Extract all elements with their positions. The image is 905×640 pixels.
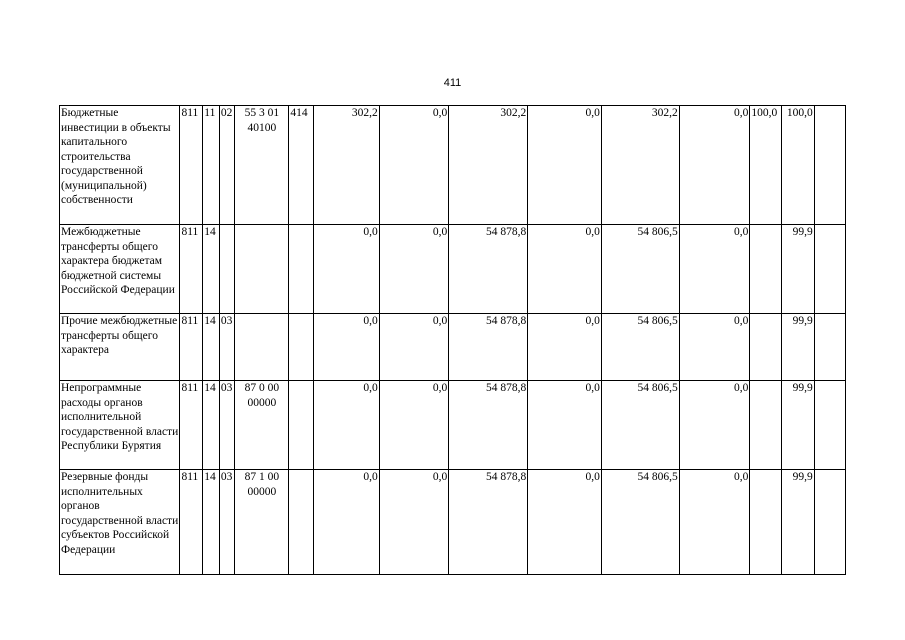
percent-cell: 99,9 [781, 314, 814, 381]
expense-type-cell [289, 381, 314, 470]
page-number: 411 [443, 77, 462, 89]
value-cell: 0,0 [379, 314, 449, 381]
row-name-cell: Резервные фонды исполнительных органов государственной власти субъектов Российской Федерации [60, 470, 180, 575]
subsection-cell: 03 [219, 470, 235, 575]
value-cell: 54 806,5 [601, 470, 679, 575]
percent-cell: 99,9 [781, 470, 814, 575]
value-cell: 0,0 [679, 225, 750, 314]
expense-type-cell: 414 [289, 106, 314, 225]
percent-cell: 99,9 [781, 225, 814, 314]
value-cell: 0,0 [528, 314, 602, 381]
row-name-cell: Межбюджетные трансферты общего характера бюджетам бюджетной системы Российской Федерации [60, 225, 180, 314]
value-cell: 0,0 [679, 314, 750, 381]
value-cell: 54 878,8 [449, 314, 528, 381]
value-cell: 54 878,8 [449, 381, 528, 470]
value-cell: 0,0 [314, 314, 379, 381]
value-cell: 0,0 [379, 225, 449, 314]
table-row [60, 381, 846, 470]
target-article-cell: 87 1 00 00000 [235, 470, 289, 575]
percent-cell: 100,0 [750, 106, 781, 225]
table-row [60, 470, 846, 575]
empty-cell [814, 470, 845, 575]
expense-type-cell [289, 314, 314, 381]
value-cell: 0,0 [379, 106, 449, 225]
empty-cell [814, 381, 845, 470]
target-article-cell: 55 3 01 40100 [235, 106, 289, 225]
value-cell: 54 806,5 [601, 225, 679, 314]
section-cell: 14 [203, 381, 220, 470]
grbs-cell: 811 [180, 470, 203, 575]
percent-cell: 100,0 [781, 106, 814, 225]
target-article-cell: 87 0 00 00000 [235, 381, 289, 470]
table-row [60, 106, 846, 225]
value-cell: 0,0 [528, 470, 602, 575]
value-cell: 0,0 [528, 106, 602, 225]
section-cell: 14 [203, 225, 220, 314]
value-cell: 0,0 [528, 381, 602, 470]
row-name-cell: Бюджетные инвестиции в объекты капитального строительства государственной (муниципальной) собственности [60, 106, 180, 225]
value-cell: 302,2 [601, 106, 679, 225]
percent-cell: 99,9 [781, 381, 814, 470]
budget-table [59, 105, 846, 575]
target-article-cell [235, 225, 289, 314]
percent-cell [750, 381, 781, 470]
grbs-cell: 811 [180, 314, 203, 381]
expense-type-cell [289, 225, 314, 314]
value-cell: 302,2 [314, 106, 379, 225]
value-cell: 0,0 [314, 225, 379, 314]
grbs-cell: 811 [180, 106, 203, 225]
subsection-cell [219, 225, 235, 314]
value-cell: 0,0 [679, 470, 750, 575]
percent-cell [750, 314, 781, 381]
value-cell: 54 878,8 [449, 470, 528, 575]
value-cell: 0,0 [679, 381, 750, 470]
section-cell: 14 [203, 470, 220, 575]
value-cell: 54 878,8 [449, 225, 528, 314]
empty-cell [814, 106, 845, 225]
empty-cell [814, 225, 845, 314]
target-article-cell [235, 314, 289, 381]
table-row [60, 314, 846, 381]
value-cell: 54 806,5 [601, 314, 679, 381]
value-cell: 0,0 [679, 106, 750, 225]
subsection-cell: 03 [219, 381, 235, 470]
section-cell: 11 [203, 106, 220, 225]
value-cell: 0,0 [314, 470, 379, 575]
value-cell: 0,0 [528, 225, 602, 314]
value-cell: 0,0 [379, 381, 449, 470]
grbs-cell: 811 [180, 225, 203, 314]
percent-cell [750, 470, 781, 575]
percent-cell [750, 225, 781, 314]
value-cell: 0,0 [314, 381, 379, 470]
expense-type-cell [289, 470, 314, 575]
value-cell: 0,0 [379, 470, 449, 575]
value-cell: 302,2 [449, 106, 528, 225]
row-name-cell: Прочие межбюджетные трансферты общего характера [60, 314, 180, 381]
subsection-cell: 03 [219, 314, 235, 381]
row-name-cell: Непрограммные расходы органов исполнительной государственной власти Республики Бурятия [60, 381, 180, 470]
section-cell: 14 [203, 314, 220, 381]
grbs-cell: 811 [180, 381, 203, 470]
table-row [60, 225, 846, 314]
empty-cell [814, 314, 845, 381]
subsection-cell: 02 [219, 106, 235, 225]
value-cell: 54 806,5 [601, 381, 679, 470]
